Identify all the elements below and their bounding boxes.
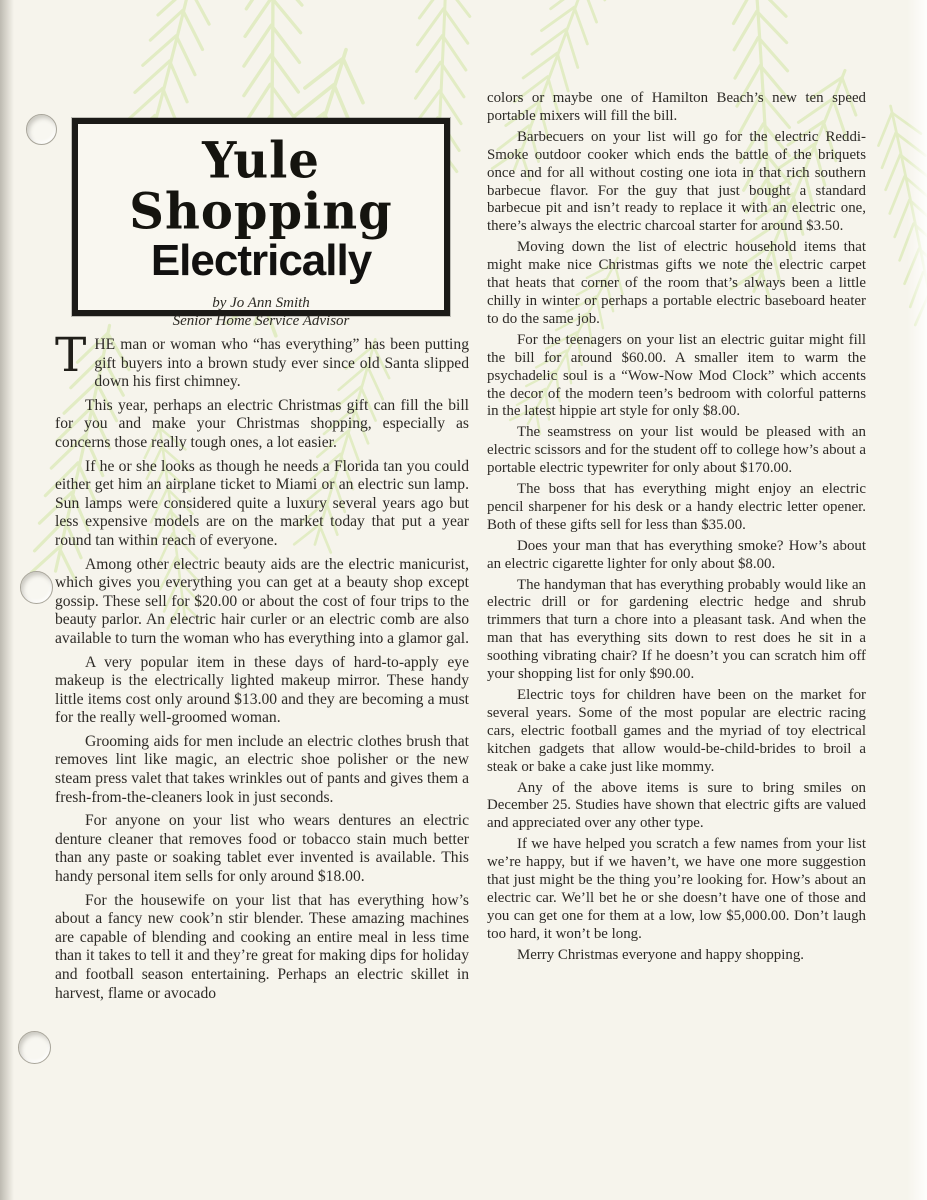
article-paragraph: Moving down the list of electric household items that might make nice Christmas gifts we note the electric carpet that heats that corner of the room that’s always been a little chilly in winter or perhaps a portable electric baseboard heater to do the same job.	[487, 239, 866, 327]
article-title-box	[72, 118, 450, 330]
scan-edge-left	[0, 0, 14, 1200]
article-paragraph: Merry Christmas everyone and happy shopping.	[517, 946, 805, 963]
article-paragraph: The boss that has everything might enjoy an electric pencil sharpener for his desk or a handy electric letter opener. Both of these gifts sell for less than $35.00.	[487, 481, 866, 533]
byline-role: Senior Home Service Advisor	[172, 313, 350, 330]
article-paragraph: The seamstress on your list would be pleased with an electric scissors and for the student off to college how’s about a portable electric typewriter for only about $170.00.	[487, 424, 866, 477]
article-paragraph: This year, perhaps an electric Christmas gift can fill the bill for you and make your Christmas shopping, especially as concerns those really tough ones, a lot easier.	[55, 396, 469, 451]
article-title-line1: Yule Shopping	[129, 131, 393, 242]
article-paragraph: A very popular item in these days of hard-to-apply eye makeup is the electrically lighted makeup mirror. These handy little items cost only around $13.00 and they are becoming a must for the really well-groomed woman.	[55, 653, 469, 727]
article-paragraph: Among other electric beauty aids are the electric manicurist, which gives you everything you can get at a beauty shop except gossip. These sell for $20.00 or about the cost of four trips to the beauty parlor. An electric hair curler or an electric comb are also available to turn the woman who has everything into a glamor gal.	[55, 555, 469, 647]
drop-cap: T	[55, 328, 87, 383]
article-paragraph: Electric toys for children have been on the market for several years. Some of the most popular are electric racing cars, electric football games and the myriad of toy electrical kitchen gadgets that allow would-be-child-brides to broil a steak or bake a cake just like mommy.	[487, 687, 866, 775]
article-paragraph: If we have helped you scratch a few names from your list we’re happy, but if we haven’t, we have one more suggestion that just might be the thing you’re looking for. How’s about an electric car. We’ll bet he or she doesn’t have one of those and you can get one for them at a low, low $5,000.00. Don’t laugh too hard, it won’t be long.	[487, 836, 866, 942]
article-title-line2: Electrically	[150, 235, 372, 285]
punch-hole	[26, 114, 57, 145]
article-column-left	[55, 328, 469, 1008]
article-column-right	[487, 90, 866, 968]
article-paragraph: The handyman that has everything probably would like an electric drill or for gardening electric hedge and shrub trimmers that turn a chore into a pleasant task. And when the man that has everything sits down to rest does he sit in a soothing vibrating chair? If he doesn’t you can scratch him off your shopping list for only $90.00.	[487, 576, 866, 683]
article-paragraph: Barbecuers on your list will go for the electric Reddi-Smoke outdoor cooker which ends the battle of the briquets once and for all without costing one iota in that rich southern barbecue flavor. For the guy that just bought a standard barbecue pit and isn’t ready to replace it with an electric one, there’s always the electric charcoal starter for around $3.50.	[487, 128, 866, 235]
article-paragraph: If he or she looks as though he needs a Florida tan you could either get him an airplane ticket to Miami or an electric sun lamp. Sun lamps were considered quite a luxury several years ago but less expensive models are on the market today that put a year round tan within reach of everyone.	[55, 457, 469, 549]
article-paragraph: Does your man that has everything smoke? How’s about an electric cigarette lighter for only about $8.00.	[487, 537, 866, 572]
byline-author: by Jo Ann Smith	[212, 294, 310, 311]
article-paragraph: For the teenagers on your list an electric guitar might fill the bill for around $60.00. A smaller item to warm the psychadelic soul is a “Wow-Now Mod Clock” which accents the decor of the modern teen’s bedroom with colorful patterns in the latest hippie art style for only $8.00.	[487, 331, 866, 420]
scan-edge-right	[907, 0, 927, 1200]
article-paragraph: Grooming aids for men include an electric clothes brush that removes lint like magic, an electric shoe polisher or the new steam press valet that takes wrinkles out of pants and gives them a fresh-from-the-cleaners look in just seconds.	[55, 732, 469, 806]
article-paragraph: colors or maybe one of Hamilton Beach’s new ten speed portable mixers will fill the bill.	[487, 90, 866, 124]
article-paragraph: THE man or woman who “has everything” has been putting gift buyers into a brown study ever since old Santa slipped down his first chimney.	[55, 328, 469, 391]
punch-hole	[18, 1031, 51, 1064]
punch-hole	[20, 571, 53, 604]
article-paragraph: Any of the above items is sure to bring smiles on December 25. Studies have shown that electric gifts are valued and appreciated over any other type.	[487, 779, 866, 832]
article-paragraph: For the housewife on your list that has everything how’s about a fancy new cook’n stir blender. These amazing machines are capable of blending and cooking an entire meal in less time than it takes to tell it and they’re great for making dips for holiday and football season entertaining. Perhaps an electric skillet in harvest, flame or avocado	[55, 891, 469, 1002]
article-paragraph: For anyone on your list who wears dentures an electric denture cleaner that removes food or tobacco stain much better than any paste or soaking tablet ever invented is available. This handy personal item sells for only around $18.00.	[55, 812, 469, 886]
